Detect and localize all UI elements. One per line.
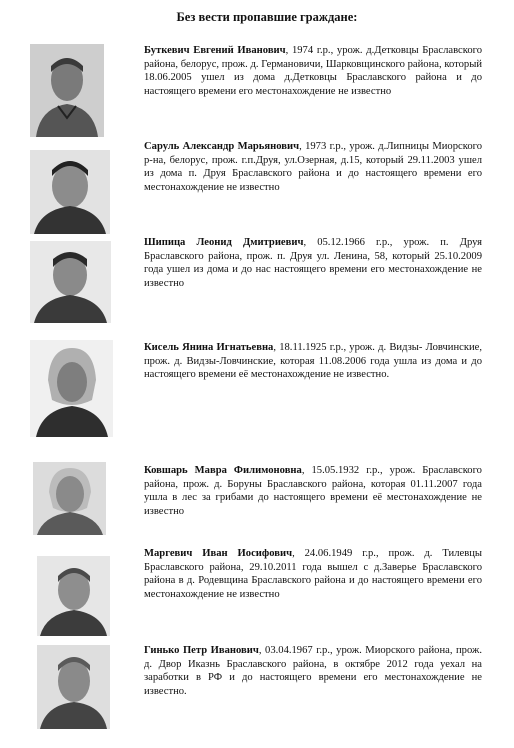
person-description bbox=[144, 464, 482, 518]
person-photo bbox=[30, 340, 113, 437]
portrait-icon bbox=[30, 241, 111, 323]
portrait-icon bbox=[30, 340, 113, 437]
person-photo bbox=[33, 462, 106, 535]
person-photo bbox=[37, 645, 110, 729]
person-name: Гинько Петр Иванович bbox=[144, 645, 259, 656]
person-details: , 05.12.1966 г.р., урож. п. Друя Браславского района, прож. п. Друя ул. Ленина, 58, который 25.10.2009 года ушел из дома и до нас настоящего времени его местонахождение не известно bbox=[144, 237, 483, 289]
person-details: , 24.06.1949 г.р., прож. д. Тилевцы Браславского района, 29.10.2011 года вышел с д.Заверье Браславского района в д. Родевщина Браславского района и до настоящего времени его местонахождение не известно bbox=[144, 548, 482, 600]
person-photo bbox=[30, 44, 104, 137]
person-name: Кисель Янина Игнатьевна bbox=[144, 342, 274, 353]
person-details: , 03.04.1967 г.р., урож. Миорского района, прож. д. Двор Иказнь Браславского района, в октябре 2012 года уехал на заработки в РФ и до настоящего времени его местонахождение не известно. bbox=[144, 645, 482, 697]
person-details: , 1973 г.р., урож. д.Липницы Миорского р-на, белорус, прож. г.п.Друя, ул.Озерная, д.15, который 29.11.2003 ушел из дома п. Друя Браславского района и до настоящего времени его местонахождение не известно bbox=[144, 141, 482, 193]
page-title: Без вести пропавшие граждане: bbox=[176, 10, 358, 24]
portrait-icon bbox=[30, 150, 110, 234]
portrait-icon bbox=[37, 645, 110, 729]
person-name: Ковшарь Мавра Филимоновна bbox=[144, 465, 302, 476]
person-photo bbox=[30, 150, 110, 234]
portrait-icon bbox=[30, 44, 104, 137]
person-photo bbox=[37, 556, 110, 636]
person-description bbox=[144, 644, 482, 698]
person-details: , 15.05.1932 г.р., урож. Браславского района, прож. д. Боруны Браславского района, которая 01.11.2007 года ушла в лес за грибами до настоящего времени её местонахождение не известно bbox=[144, 465, 482, 517]
person-photo bbox=[30, 241, 111, 323]
person-name: Саруль Александр Марьянович bbox=[144, 141, 300, 152]
person-name: Буткевич Евгений Иванович bbox=[144, 45, 286, 56]
portrait-icon bbox=[37, 556, 110, 636]
person-details: , 18.11.1925 г.р., урож. д. Видзы- Ловчинские, прож. д. Видзы-Ловчинские, которая 11.08.2006 года ушла из дома и до настоящего времени её местонахождение не известно. bbox=[144, 342, 483, 381]
person-description bbox=[144, 140, 482, 194]
person-name: Шипица Леонид Дмитриевич bbox=[144, 237, 304, 248]
person-description bbox=[144, 341, 482, 382]
person-description bbox=[144, 44, 482, 98]
person-description bbox=[144, 236, 482, 290]
person-details: , 1974 г.р., урож. д.Детковцы Браславского района, белорус, прож. д. Германовичи, Шарковщинского района, который 18.06.2005 ушел из дома д.Детковцы Браславского района и до настоящего времени его местонахождение не известно bbox=[144, 45, 482, 97]
person-name: Маргевич Иван Иосифович bbox=[144, 548, 293, 559]
portrait-icon bbox=[33, 462, 106, 535]
person-description bbox=[144, 547, 482, 601]
